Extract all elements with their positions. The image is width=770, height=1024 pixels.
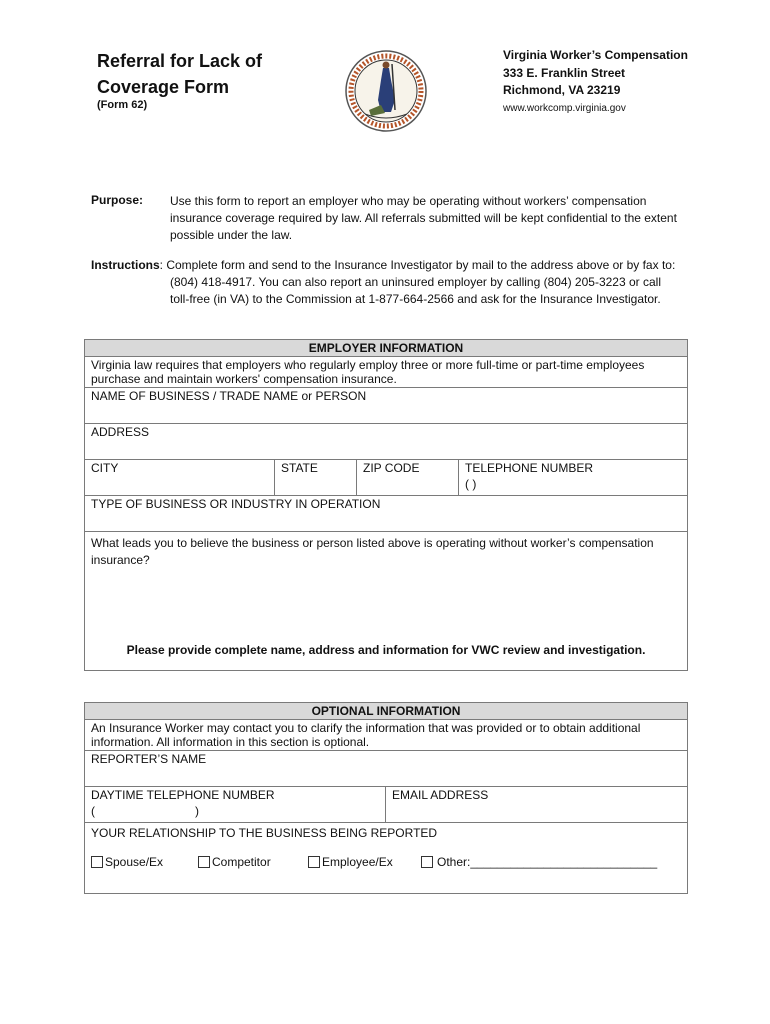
agency-city: Richmond, VA 23219 bbox=[503, 83, 621, 97]
optional-information-table bbox=[84, 702, 688, 894]
checkbox-icon bbox=[421, 856, 433, 868]
email-label: EMAIL ADDRESS bbox=[392, 788, 489, 802]
employee-label: Employee/Ex bbox=[322, 855, 393, 869]
form-title bbox=[97, 48, 297, 100]
optional-note: An Insurance Worker may contact you to clarify the information that was provided or to obtain additional information. All information in this section is optional. bbox=[85, 720, 688, 751]
employer-law-note: Virginia law requires that employers who regularly employ three or more full-time or part-time employees purchase and maintain workers' compensation insurance. bbox=[85, 357, 688, 388]
daytime-area-code: ( ) bbox=[91, 804, 200, 818]
relationship-label: YOUR RELATIONSHIP TO THE BUSINESS BEING REPORTED bbox=[91, 826, 438, 840]
reporter-name-field[interactable] bbox=[85, 751, 688, 787]
review-note: Please provide complete name, address and information for VWC review and investigation. bbox=[126, 643, 646, 657]
daytime-phone-field[interactable] bbox=[85, 787, 386, 823]
form-number: (Form 62) bbox=[97, 99, 148, 111]
agency-address bbox=[503, 47, 688, 117]
other-label: Other:____________________________ bbox=[437, 855, 658, 869]
checkbox-icon bbox=[198, 856, 210, 868]
state-label: STATE bbox=[281, 461, 318, 475]
business-type-field[interactable] bbox=[85, 496, 688, 532]
competitor-checkbox[interactable] bbox=[198, 855, 308, 869]
checkbox-icon bbox=[91, 856, 103, 868]
agency-name: Virginia Worker’s Compensation bbox=[503, 48, 688, 62]
purpose-label: Purpose: bbox=[91, 193, 144, 207]
employee-checkbox[interactable] bbox=[308, 855, 421, 869]
employer-section-header: EMPLOYER INFORMATION bbox=[85, 340, 688, 357]
business-name-field[interactable] bbox=[85, 388, 688, 424]
zip-field[interactable] bbox=[357, 460, 459, 496]
instructions bbox=[91, 257, 681, 308]
spouse-checkbox[interactable] bbox=[91, 855, 198, 869]
other-checkbox[interactable] bbox=[421, 855, 657, 869]
spouse-label: Spouse/Ex bbox=[105, 855, 164, 869]
purpose-text: Use this form to report an employer who may be operating without workers’ compensation insurance coverage required by law. All referrals submitted will be kept confidential to the extent possible under the law. bbox=[170, 194, 677, 242]
city-field[interactable] bbox=[85, 460, 275, 496]
competitor-label: Competitor bbox=[212, 855, 271, 869]
optional-section-header: OPTIONAL INFORMATION bbox=[85, 703, 688, 720]
state-field[interactable] bbox=[275, 460, 357, 496]
business-type-label: TYPE OF BUSINESS OR INDUSTRY IN OPERATION bbox=[91, 497, 381, 511]
reason-field[interactable] bbox=[85, 532, 688, 671]
employer-information-table bbox=[84, 339, 688, 671]
reporter-name-label: REPORTER’S NAME bbox=[91, 752, 207, 766]
agency-street: 333 E. Franklin Street bbox=[503, 65, 626, 80]
city-label: CITY bbox=[91, 461, 119, 475]
zip-label: ZIP CODE bbox=[363, 461, 420, 475]
telephone-label: TELEPHONE NUMBER bbox=[465, 461, 594, 475]
email-field[interactable] bbox=[386, 787, 688, 823]
virginia-seal-logo bbox=[345, 50, 427, 132]
address-field[interactable] bbox=[85, 424, 688, 460]
telephone-area-code: ( ) bbox=[465, 477, 477, 491]
title-line-2: Coverage Form bbox=[97, 77, 230, 97]
reason-question: What leads you to believe the business or person listed above is operating without worker’s compensation insurance? bbox=[91, 536, 654, 567]
relationship-field bbox=[85, 823, 688, 894]
relationship-options bbox=[91, 855, 681, 869]
address-label: ADDRESS bbox=[91, 425, 150, 439]
instructions-label: Instructions bbox=[91, 258, 160, 272]
telephone-field[interactable] bbox=[459, 460, 688, 496]
agency-website[interactable]: www.workcomp.virginia.gov bbox=[503, 102, 626, 114]
daytime-phone-label: DAYTIME TELEPHONE NUMBER bbox=[91, 788, 275, 802]
business-name-label: NAME OF BUSINESS / TRADE NAME or PERSON bbox=[91, 389, 367, 403]
checkbox-icon bbox=[308, 856, 320, 868]
title-line-1: Referral for Lack of bbox=[97, 51, 263, 71]
instructions-text: : Complete form and send to the Insurance Investigator by mail to the address above or by fax to: (804) 418-4917. You can also report an uninsured employer by calling (804) 205-3223 or call toll-free (in VA) to the Commission at 1-877-664-2566 and ask for the Insurance Investigator. bbox=[159, 258, 676, 306]
